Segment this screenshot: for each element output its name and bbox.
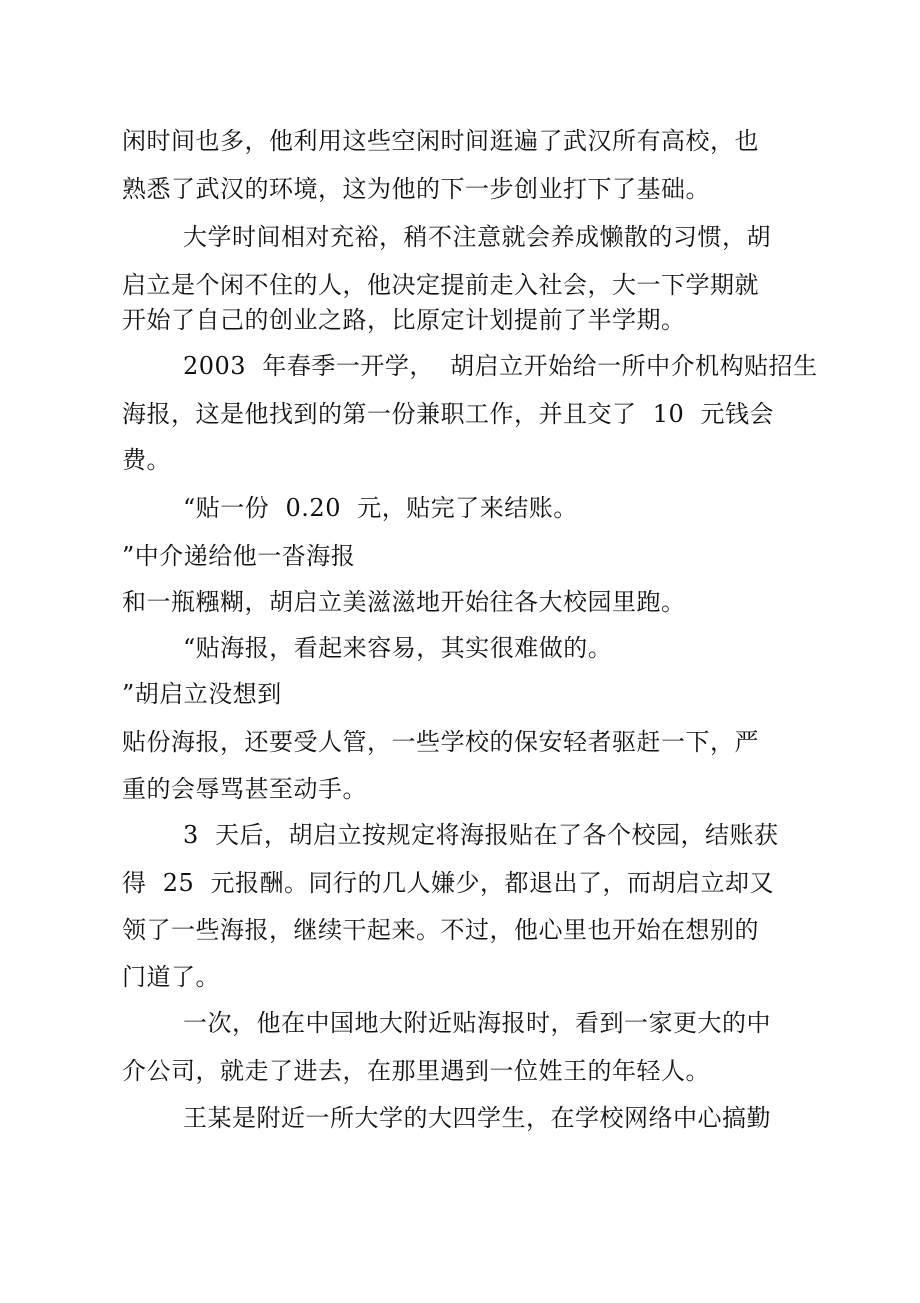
text-line: 启立是个闲不住的人，他决定提前走入社会，大一下学期就 [122,271,759,299]
text-line: 大学时间相对充裕，稍不注意就会养成懒散的习惯，胡 [183,223,771,251]
text-line: ”胡启立没想到 [122,680,282,708]
text-line: 贴份海报，还要受人管，一些学校的保安轻者驱赶一下，严 [122,728,759,756]
text-line: 海报，这是他找到的第一份兼职工作，并且交了 10 元钱会 [122,400,775,428]
text-line: ”中介递给他一沓海报 [122,542,356,570]
text-line: “贴一份 0.20 元，贴完了来结账。 [183,494,578,522]
text-line: 一次，他在中国地大附近贴海报时，看到一家更大的中 [183,1009,771,1037]
text-line: “贴海报，看起来容易，其实很难做的。 [183,634,613,662]
text-line: 熟悉了武汉的环境，这为他的下一步创业打下了基础。 [122,175,710,203]
text-line: 重的会辱骂甚至动手。 [122,775,367,803]
text-line: 费。 [122,446,171,474]
text-line: 王某是附近一所大学的大四学生，在学校网络中心搞勤 [183,1104,771,1132]
text-line: 门道了。 [122,963,220,991]
text-line: 和一瓶糨糊，胡启立美滋滋地开始往各大校园里跑。 [122,588,686,616]
text-line: 开始了自己的创业之路，比原定计划提前了半学期。 [122,306,686,334]
text-line: 3 天后，胡启立按规定将海报贴在了各个校园，结账获 [183,821,779,849]
text-line: 得 25 元报酬。同行的几人嫌少，都退出了，而胡启立却又 [122,869,775,897]
text-line: 领了一些海报，继续干起来。不过，他心里也开始在想别的 [122,916,759,944]
text-line: 闲时间也多，他利用这些空闲时间逛遍了武汉所有高校，也 [122,127,759,155]
text-line: 2003 年春季一开学， 胡启立开始给一所中介机构贴招生 [183,352,818,380]
text-line: 介公司，就走了进去，在那里遇到一位姓王的年轻人。 [122,1057,710,1085]
